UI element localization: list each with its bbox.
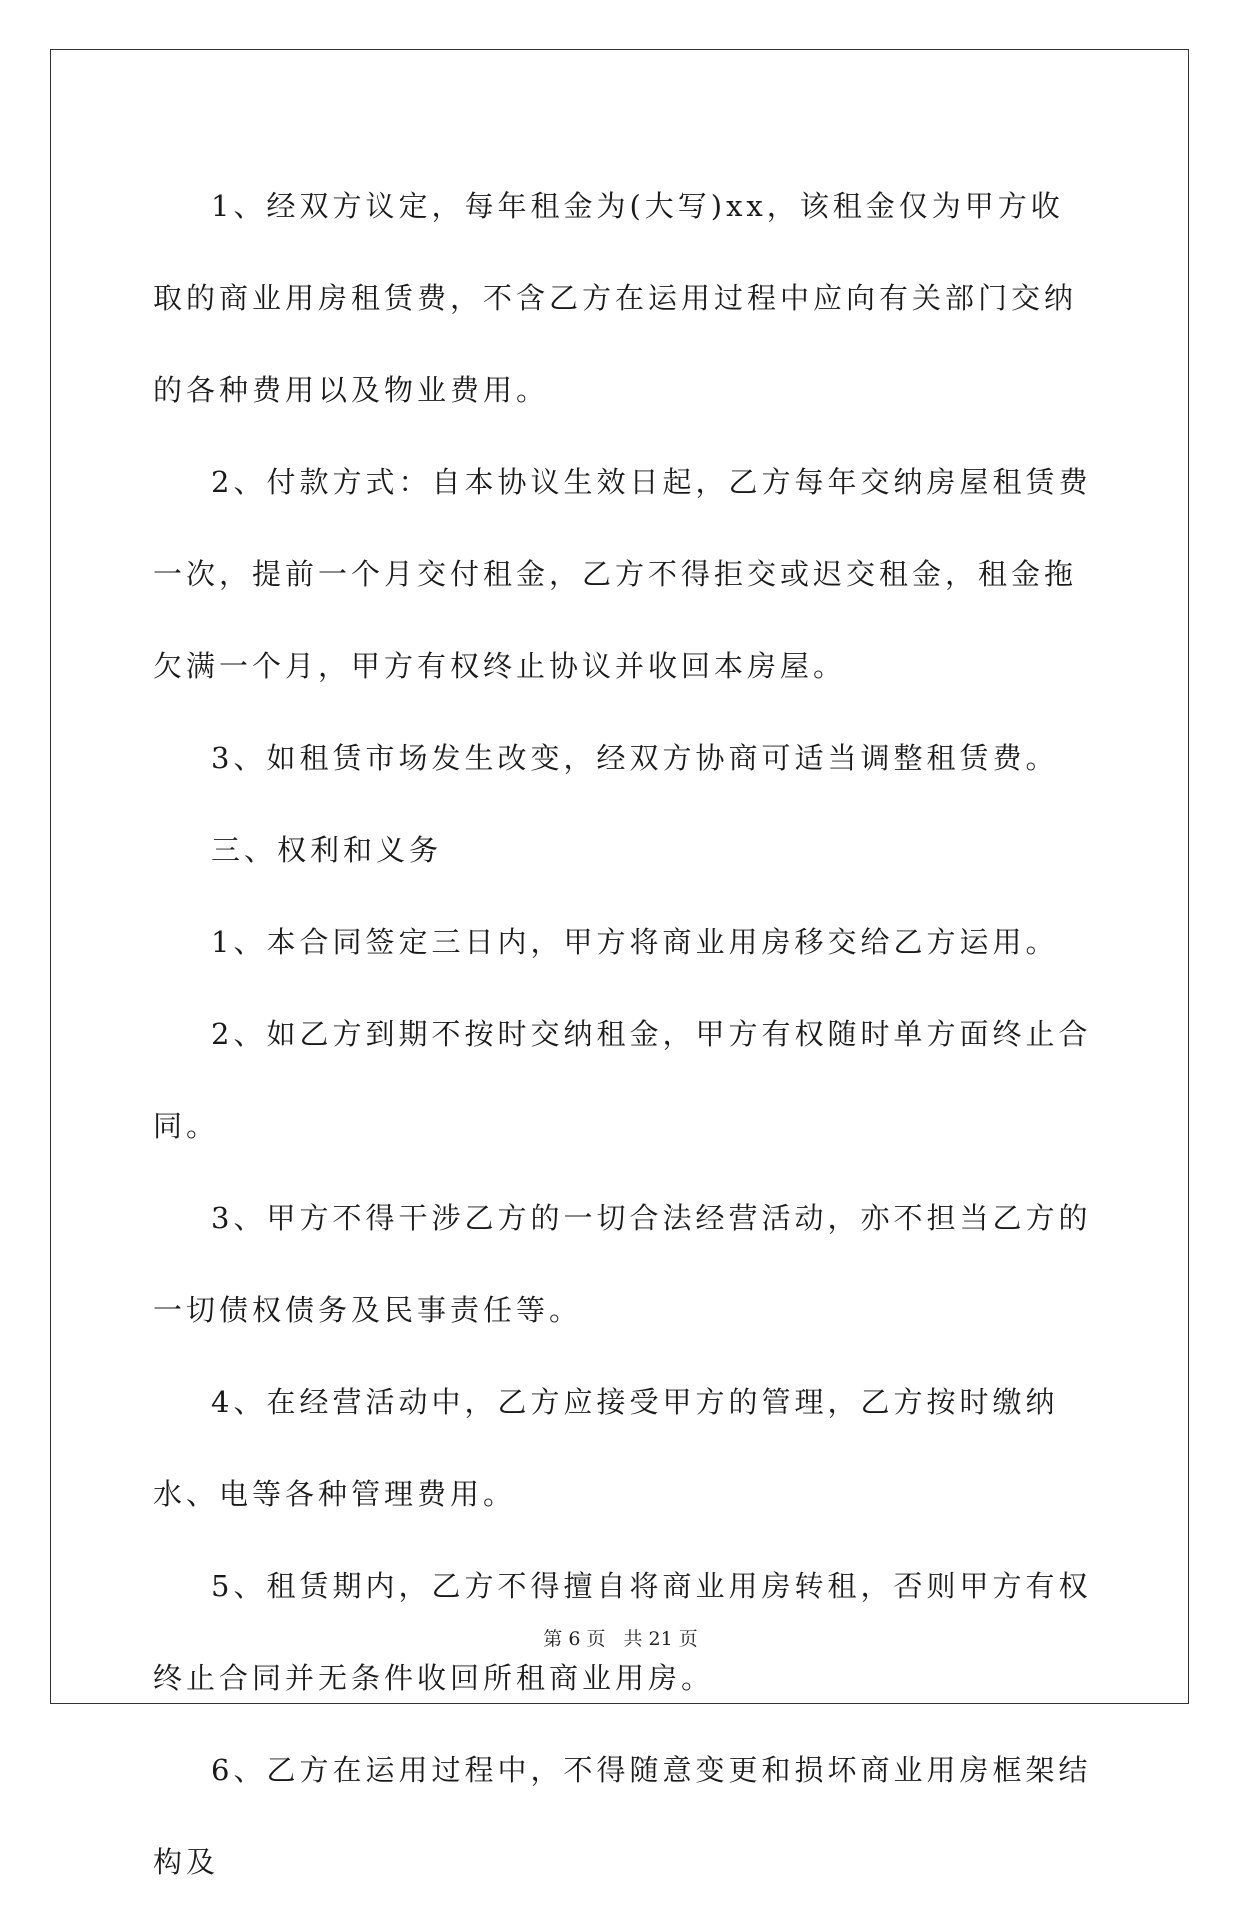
paragraph-structure: 6、乙方在运用过程中，不得随意变更和损坏商业用房框架结构及 [153, 1753, 1092, 1879]
paragraph-sublease: 5、租赁期内，乙方不得擅自将商业用房转租，否则甲方有权终止合同并无条件收回所租商业用房。 [153, 1569, 1092, 1695]
paragraph-termination: 2、如乙方到期不按时交纳租金，甲方有权随时单方面终止合同。 [153, 1017, 1092, 1143]
paragraph-payment-method: 2、付款方式：自本协议生效日起，乙方每年交纳房屋租赁费一次，提前一个月交付租金，乙方不得拒交或迟交租金，租金拖欠满一个月，甲方有权终止协议并收回本房屋。 [153, 465, 1092, 683]
paragraph-rent-amount: 1、经双方议定，每年租金为(大写)xx，该租金仅为甲方收取的商业用房租赁费，不含乙方在运用过程中应向有关部门交纳的各种费用以及物业费用。 [153, 189, 1078, 407]
paragraph-handover: 1、本合同签定三日内，甲方将商业用房移交给乙方运用。 [211, 925, 1059, 959]
paragraph-management-fees: 4、在经营活动中，乙方应接受甲方的管理，乙方按时缴纳水、电等各种管理费用。 [153, 1385, 1059, 1511]
section-heading-rights-obligations: 三、权利和义务 [211, 833, 443, 867]
page-footer [0, 1624, 1241, 1651]
page-total: 共 21 页 [623, 1628, 698, 1650]
paragraph-rent-adjustment: 3、如租赁市场发生改变，经双方协商可适当调整租赁费。 [211, 741, 1059, 775]
paragraph-non-interference: 3、甲方不得干涉乙方的一切合法经营活动，亦不担当乙方的一切债权债务及民事责任等。 [153, 1201, 1092, 1327]
page-number: 第 6 页 [543, 1628, 606, 1650]
